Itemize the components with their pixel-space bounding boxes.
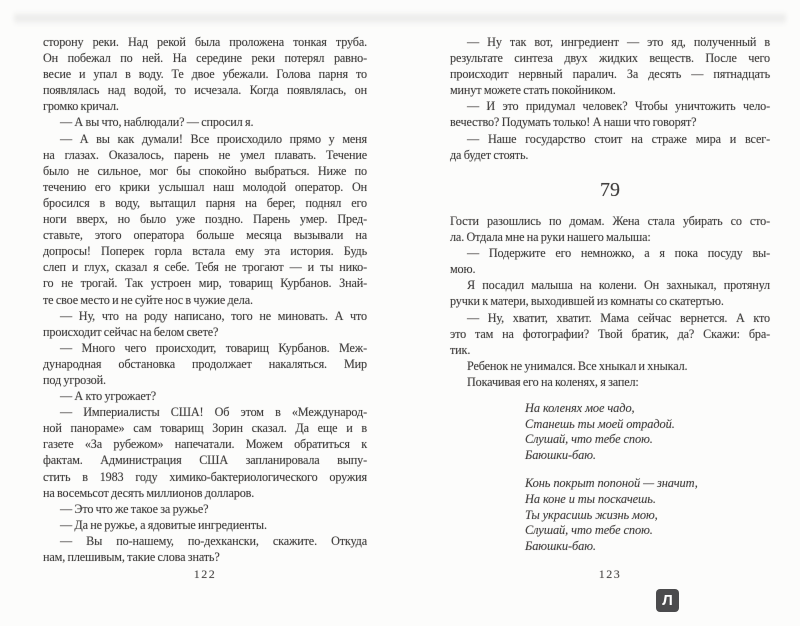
paragraph [43, 308, 367, 340]
text-line: те свое место и не суйте нос в чужие дела. [43, 292, 253, 307]
text-line: — Да не ружье, а ядовитые ингредиенты. [60, 517, 267, 532]
text-line: это там на фотографии? Твой братик, да? Скажи: бра- [450, 326, 770, 341]
text-line: Гости разошлись по домам. Жена стала убирать со сто- [450, 214, 770, 228]
paragraph [450, 98, 770, 130]
text-line: Я посадил малыша на колени. Он захныкал, протянул [467, 278, 770, 293]
text-line: под угрозой. [43, 372, 106, 387]
text-line: бросился в воду, вытащил парня на берег, поднял его [43, 195, 367, 210]
text-line: Ребенок не унимался. Все хныкал и хныкал. [467, 358, 688, 373]
text-line: — Империалисты США! Об этом в «Международ- [60, 405, 367, 420]
text-line: на восемьсот десять миллионов долларов. [43, 485, 255, 500]
verse-stanza [525, 401, 698, 463]
text-line: ставьте, этого оператора больше месяца вызывали на [43, 228, 367, 243]
verse-line: Слушай, что тебе спою. [525, 523, 653, 538]
text-line: стить в 1983 году химико-бактериологического оружия [43, 469, 367, 484]
text-line: Покачивая его на коленях, я запел: [467, 374, 639, 389]
verse-line: На коленях мое чадо, [525, 401, 635, 415]
text-line: дународная обстановка продолжает накаляться. Мир [43, 356, 367, 371]
text-line: течению его крики услышал наш молодой оператор. Он [43, 179, 367, 194]
verse-line: На коне и ты поскачешь. [525, 491, 656, 506]
verse-line: Станешь ты моей отрадой. [525, 416, 675, 431]
text-line: появлялась над водой, то исчезала. Когда появлялась, он [43, 83, 367, 98]
text-line: ла. Отдала мне на руки нашего малыша: [450, 230, 651, 245]
right-page-number: 123 [598, 567, 622, 581]
paragraph [43, 340, 367, 388]
text-line: было не сильное, мог бы спокойно выбраться. Ниже по [43, 163, 367, 178]
text-line: вечество? Подумать только! А наши что говорят? [450, 115, 697, 130]
text-line: нам, плешивым, такие слова знать? [43, 550, 220, 564]
text-line: — А кто угрожает? [60, 389, 157, 404]
text-line: громко кричал. [43, 99, 119, 114]
text-line: сторону реки. Над рекой была проложена тонкая труба. [43, 35, 367, 49]
text-line: Он побежал по ней. На середине реки потерял равно- [43, 51, 367, 66]
paragraph [450, 131, 770, 163]
right-text-block-after-heading [450, 213, 770, 390]
text-line: — Много чего происходит, товарищ Курбанов. Меж- [60, 340, 367, 355]
text-line: допросы! Поперек горла встала ему эта история. Будь [43, 244, 367, 259]
text-line: — Наше государство стоит на страже мира и всег- [467, 131, 770, 146]
text-line: происходит сейчас на белом свете? [43, 324, 219, 339]
verse-line: Слушай, что тебе спою. [525, 432, 653, 447]
text-line: газете «За рубежом» напечатали. Можем обратиться к [43, 437, 367, 452]
text-line: — И это придумал человек? Чтобы уничтожить чело- [467, 99, 770, 114]
text-line: го не трогай. Так устроен мир, товарищ Курбанов. Знай- [43, 276, 367, 291]
text-line: фактам. Администрация США запланировала выпу- [43, 453, 367, 468]
paragraph [43, 34, 367, 114]
text-line: — А вы что, наблюдали? — спросил я. [60, 115, 254, 130]
chapter-heading: 79 [600, 179, 620, 201]
text-line: слеп и глух, сказал я себе. Тебя не трогают — и ты нико- [43, 260, 367, 275]
text-line: результате синтеза двух жидких веществ. После чего [450, 51, 770, 66]
paragraph [450, 310, 770, 358]
text-line: на глазах. Оказалось, парень не умел плавать. Течение [43, 147, 367, 162]
paragraph [450, 213, 770, 245]
left-text-block [43, 34, 367, 565]
page-right [450, 0, 770, 626]
paragraph [450, 34, 770, 98]
text-line: — Это что же такое за ружье? [60, 501, 209, 516]
left-page-number: 122 [193, 567, 217, 581]
text-line: — Ну так вот, ингредиент — это яд, полученный в [467, 35, 770, 49]
paragraph [43, 404, 367, 501]
paragraph [450, 245, 770, 277]
verse-line: Ты украсишь жизнь мою, [525, 507, 658, 522]
verse-stanza [525, 476, 698, 554]
page-left [43, 0, 367, 626]
text-line: — Подержите его немножко, а я пока посуду вы- [467, 246, 770, 261]
lullaby-verse [525, 401, 698, 567]
paragraph [450, 277, 770, 309]
verse-line: Конь покрыт попоной — значит, [525, 476, 698, 491]
text-line: мою. [450, 262, 476, 277]
text-line: происходит нервный паралич. За десять — пятнадцать [450, 67, 770, 82]
paragraph [43, 501, 367, 517]
paragraph [43, 388, 367, 404]
labirint-logo-letter: Л [662, 592, 673, 609]
text-line: — Ну, хватит, хватит. Мама сейчас вернется. А кто [467, 310, 770, 325]
paragraph [450, 374, 770, 390]
paragraph [43, 533, 367, 565]
labirint-logo-badge [656, 589, 679, 612]
text-line: весие и упал в воду. Те двое убежали. Голова парня то [43, 67, 367, 82]
text-line: — Вы по-нашему, по-дехкански, скажите. Откуда [60, 533, 367, 548]
text-line: минут можете стать покойником. [450, 83, 616, 98]
paragraph [450, 358, 770, 374]
text-line: — А вы как думали! Все происходило прямо у меня [60, 131, 367, 146]
text-line: тик. [450, 342, 471, 357]
verse-line: Баюшки-баю. [525, 538, 596, 553]
text-line: ноги вверх, но было уже поздно. Парень умер. Пред- [43, 212, 367, 227]
text-line: ручки к матери, выходившей из комнаты со скатертью. [450, 294, 724, 309]
text-line: да будет стоять. [450, 147, 529, 162]
verse-line: Баюшки-баю. [525, 447, 596, 462]
text-line: — Ну, что на роду написано, того не миновать. А что [60, 308, 367, 323]
text-line: ной панораме» сам товарищ Зорин сказал. Да еще и в [43, 421, 367, 436]
paragraph [43, 131, 367, 308]
right-text-block-before-heading [450, 34, 770, 163]
paragraph [43, 517, 367, 533]
paragraph [43, 114, 367, 130]
